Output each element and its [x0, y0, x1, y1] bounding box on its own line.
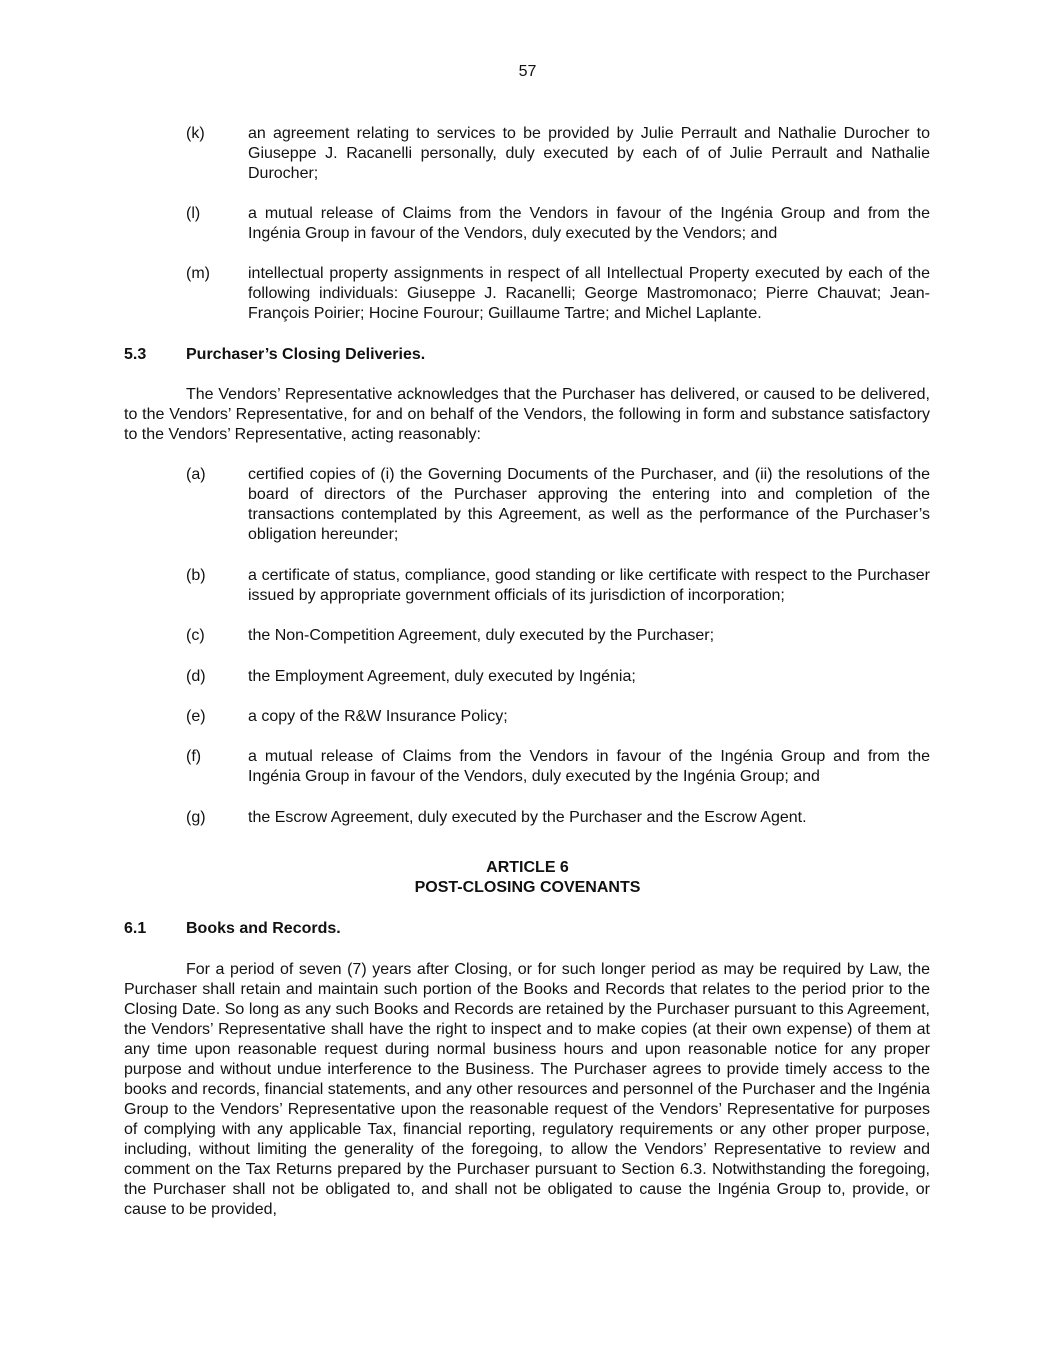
list-item-label: (k)	[186, 125, 205, 142]
list-item-label: (b)	[186, 567, 206, 584]
list-item-e	[186, 707, 930, 727]
section-6-1-body: For a period of seven (7) years after Closing, or for such longer period as may be required by Law, the Purchaser shall retain and maintain such portion of the Books and Records that relates to the period prior to the Closing Date. So long as any such Books and Records are retained by the Purchaser pursuant to this Agreement, the Vendors’ Representative shall have the right to inspect and to make copies (at their own expense) of them at any time upon reasonable request during normal business hours and upon reasonable notice for any proper purpose and without undue interference to the Business. The Purchaser agrees to provide timely access to the books and records, financial statements, and any other resources and personnel of the Purchaser and the Ingénia Group to the Vendors’ Representative upon the reasonable request of the Vendors’ Representative for purposes of complying with any applicable Tax, financial reporting, regulatory requirements or any other proper purpose, including, without limiting the generality of the foregoing, to allow the Vendors’ Representative to review and comment on the Tax Returns prepared by the Purchaser pursuant to Section 6.3. Notwithstanding the foregoing, the Purchaser shall not be obligated to, and shall not be obligated to cause the Ingénia Group to, provide, or cause to be provided,	[124, 961, 930, 1218]
list-item-label: (a)	[186, 466, 206, 483]
list-item-m	[186, 264, 930, 324]
section-5-3-intro: The Vendors’ Representative acknowledges that the Purchaser has delivered, or caused to be delivered, to the Vendors’ Representative, for and on behalf of the Vendors, the following in form and substance satisfactory to the Vendors’ Representative, acting reasonably:	[124, 386, 930, 443]
list-item-l	[186, 204, 930, 244]
list-item-text: the Non-Competition Agreement, duly executed by the Purchaser;	[248, 627, 715, 644]
article-number: ARTICLE 6	[486, 859, 569, 876]
article-title: POST-CLOSING COVENANTS	[414, 879, 641, 896]
list-item-label: (m)	[186, 265, 210, 282]
list-item-label: (l)	[186, 205, 201, 222]
list-item-c	[186, 626, 930, 646]
list-item-text: a certificate of status, compliance, good standing or like certificate with respect to the Purchaser issued by appropriate government officials of its jurisdiction of incorporation;	[248, 567, 930, 604]
section-title: Purchaser’s Closing Deliveries.	[186, 346, 426, 363]
list-item-text: a mutual release of Claims from the Vendors in favour of the Ingénia Group and from the Ingénia Group in favour of the Vendors, duly executed by the Ingénia Group; and	[248, 748, 930, 785]
section-number: 6.1	[124, 920, 147, 937]
list-item-a	[186, 465, 930, 545]
list-item-f	[186, 747, 930, 787]
section-heading-5-3	[124, 345, 425, 365]
list-item-label: (e)	[186, 708, 206, 725]
list-item-text: the Employment Agreement, duly executed by Ingénia;	[248, 668, 636, 685]
list-item-text: intellectual property assignments in respect of all Intellectual Property executed by each of the following individuals: Giuseppe J. Racanelli; George Mastromonaco; Pierre Chauvat; Jean-François Poirier; Hocine Fourour; Guillaume Tartre; and Michel Laplante.	[248, 265, 930, 322]
list-item-text: an agreement relating to services to be provided by Julie Perrault and Nathalie Durocher to Giuseppe J. Racanelli personally, duly executed by each of of Julie Perrault and Nathalie Durocher;	[248, 125, 930, 182]
list-item-g	[186, 808, 930, 828]
list-item-text: a copy of the R&W Insurance Policy;	[248, 708, 508, 725]
section-number: 5.3	[124, 346, 147, 363]
list-item-text: certified copies of (i) the Governing Documents of the Purchaser, and (ii) the resolutions of the board of directors of the Purchaser approving the entering into and completion of the transactions contemplated by this Agreement, as well as the performance of the Purchaser’s obligation hereunder;	[248, 466, 930, 543]
list-item-label: (f)	[186, 748, 202, 765]
page-number: 57	[518, 63, 537, 80]
list-item-k	[186, 124, 930, 184]
list-item-label: (g)	[186, 809, 206, 826]
list-item-label: (c)	[186, 627, 205, 644]
list-item-d	[186, 667, 930, 687]
section-title: Books and Records.	[186, 920, 341, 937]
list-item-text: a mutual release of Claims from the Vendors in favour of the Ingénia Group and from the Ingénia Group in favour of the Vendors, duly executed by the Vendors; and	[248, 205, 930, 242]
section-heading-6-1	[124, 919, 341, 939]
list-item-b	[186, 566, 930, 606]
list-item-text: the Escrow Agreement, duly executed by the Purchaser and the Escrow Agent.	[248, 809, 807, 826]
list-item-label: (d)	[186, 668, 206, 685]
